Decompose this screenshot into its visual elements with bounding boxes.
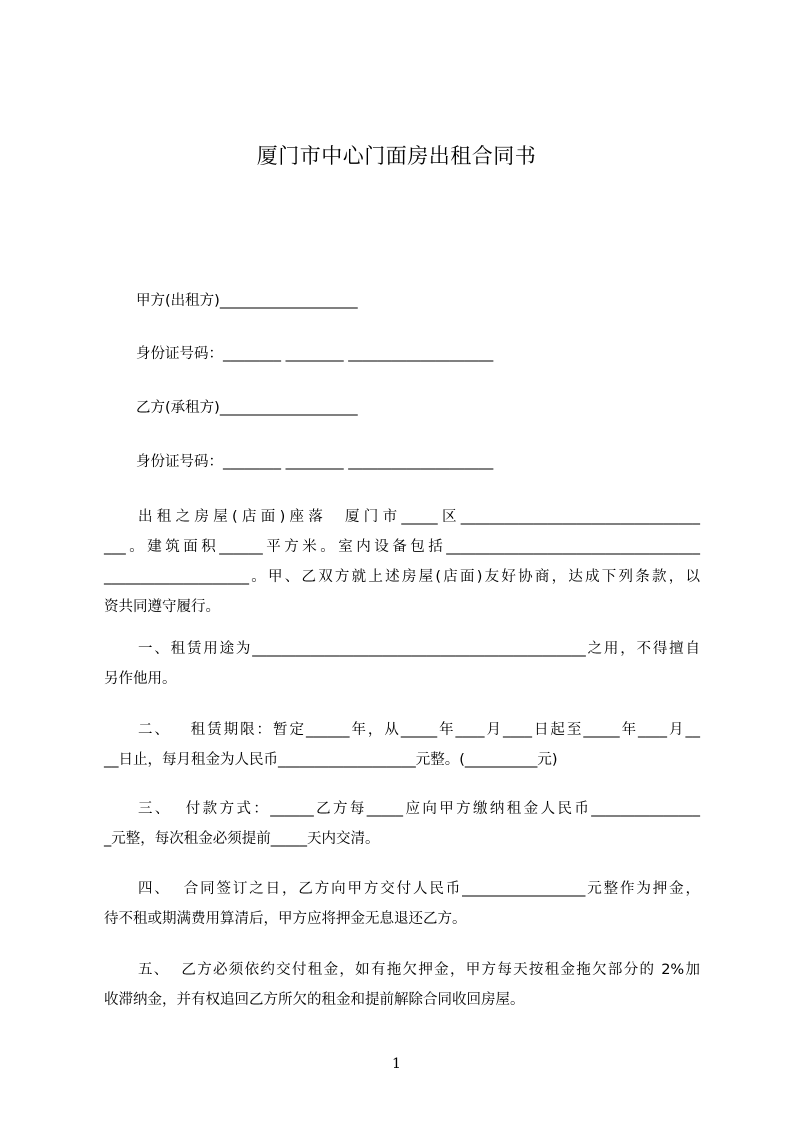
clause-5-paragraph (104, 955, 700, 1015)
page-number: 1 (392, 1056, 401, 1072)
clause-1-line-1: 一、租赁用途为______________________________________________之用，不得擅自 (138, 641, 700, 657)
premises-paragraph (104, 502, 700, 622)
premises-line-1: 出租之房屋(店面)座落 厦门市_____区_________________________________ (138, 509, 700, 525)
clause-2-line-2: __日止，每月租金为人民币___________________元整。(__________元) (104, 752, 558, 768)
clause-2-paragraph (104, 715, 700, 775)
clause-3-line-1: 三、 付款方式：______乙方每_____应向甲方缴纳租金人民币_______________ (138, 801, 700, 817)
clause-1-paragraph (104, 634, 700, 694)
party-a-line: 甲方(出租方)___________________ (136, 293, 358, 309)
clause-4-line-1: 四、 合同签订之日，乙方向甲方交付人民币_________________元整作为押金， (138, 881, 700, 897)
clause-3-line-2: _元整，每次租金必须提前_____天内交清。 (104, 831, 380, 847)
clause-2-line-1: 二、 租赁期限：暂定______年，从_____年____月____日起至_____年____月__ (138, 722, 700, 738)
party-a-id-line: 身份证号码：________ ________ ____________________ (136, 346, 494, 362)
premises-line-3: ____________________。甲、乙双方就上述房屋(店面)友好协商，达成下列条款，以 (104, 569, 700, 585)
clause-5-line-1: 五、 乙方必须依约交付租金，如有拖欠押金，甲方每天按租金拖欠部分的 2%加 (138, 962, 700, 978)
clause-4-line-2: 待不租或期满费用算清后，甲方应将押金无息退还乙方。 (104, 911, 467, 927)
party-b-id-line: 身份证号码：________ ________ ____________________ (136, 454, 494, 470)
premises-line-2: ___。建筑面积______平方米。室内设备包括___________________________________ (104, 539, 700, 555)
clause-4-paragraph (104, 874, 700, 934)
party-b-line: 乙方(承租方)___________________ (136, 400, 358, 416)
clause-3-paragraph (104, 794, 700, 854)
clause-1-line-2: 另作他用。 (104, 671, 177, 687)
premises-line-4: 资共同遵守履行。 (104, 599, 220, 615)
clause-5-line-2: 收滞纳金，并有权追回乙方所欠的租金和提前解除合同收回房屋。 (104, 992, 525, 1008)
document-title: 厦门市中心门面房出租合同书 (256, 144, 537, 168)
